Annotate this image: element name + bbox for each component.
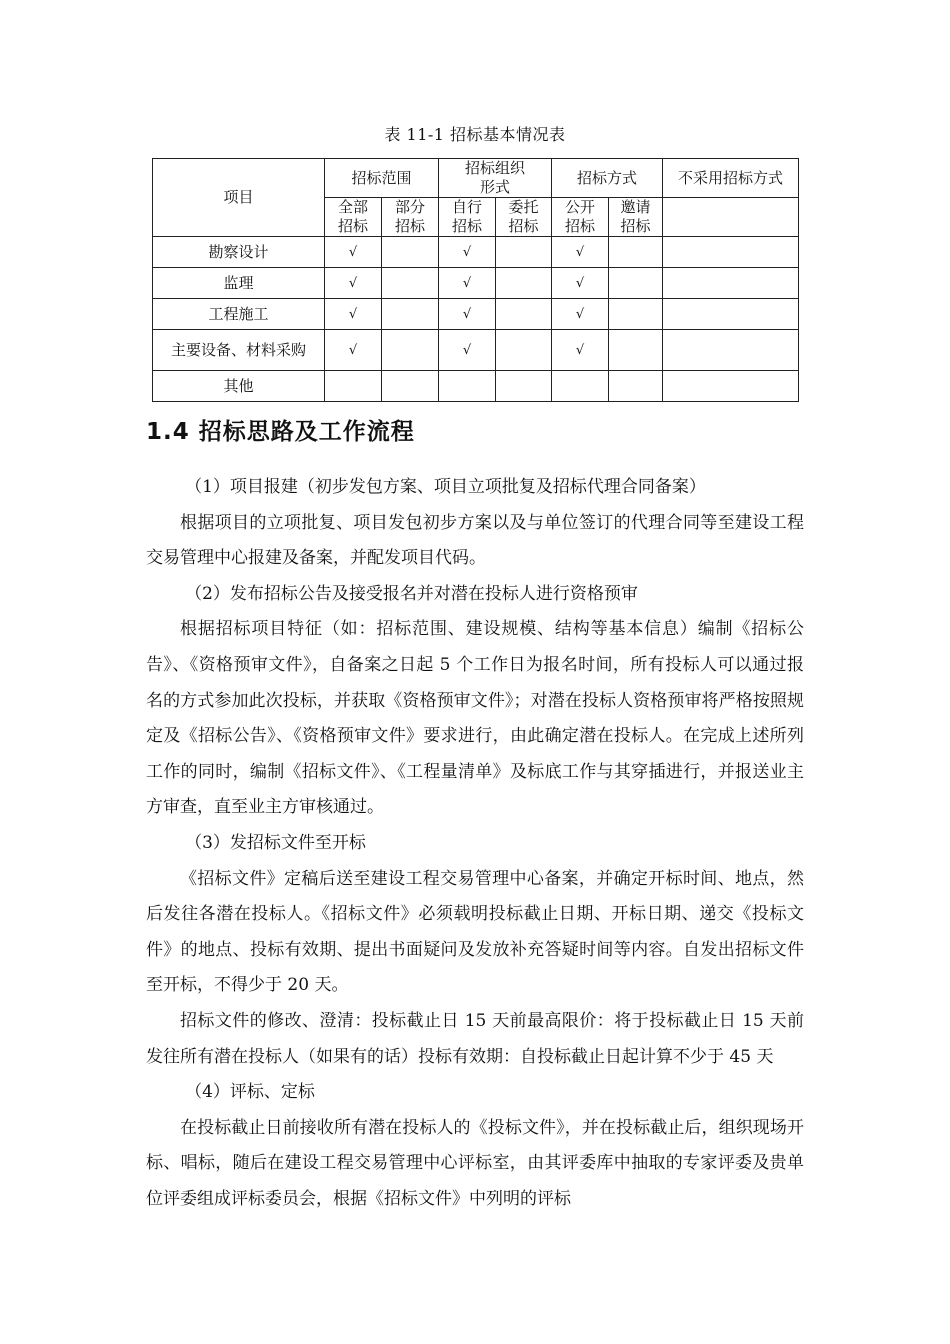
cell-none (663, 268, 799, 299)
subheader-self: 自行 招标 (439, 198, 496, 237)
step-heading: （1）项目报建（初步发包方案、项目立项批复及招标代理合同备案） (185, 477, 706, 497)
row-label: 工程施工 (153, 299, 325, 330)
paragraph: 根据项目的立项批复、项目发包初步方案以及与单位签订的代理合同等至建设工程交易管理中心报建及备案，并配发项目代码。 (146, 512, 804, 569)
subheader-open: 公开 招标 (552, 198, 609, 237)
row-label: 勘察设计 (153, 237, 325, 268)
cell-entrust (496, 299, 552, 330)
bid-summary-table (152, 158, 799, 402)
cell-self: √ (439, 299, 496, 330)
cell-part (382, 330, 439, 371)
cell-entrust (496, 237, 552, 268)
cell-invite (609, 371, 663, 402)
paragraph: 在投标截止日前接收所有潜在投标人的《投标文件》，并在投标截止后，组织现场开标、唱标，随后在建设工程交易管理中心评标室，由其评委库中抽取的专家评委及贵单位评委组成评标委员会，根据《招标文件》中列明的评标 (146, 1117, 804, 1209)
cell-open: √ (552, 299, 609, 330)
table-caption: 表 11-1 招标基本情况表 (384, 125, 566, 144)
header-method: 招标方式 (552, 159, 663, 198)
cell-open: √ (552, 330, 609, 371)
cell-part (382, 371, 439, 402)
subheader-entrust: 委托 招标 (496, 198, 552, 237)
section-body (146, 470, 804, 1217)
table-header-row (153, 159, 799, 198)
cell-open: √ (552, 268, 609, 299)
row-label: 其他 (153, 371, 325, 402)
cell-part (382, 268, 439, 299)
cell-invite (609, 268, 663, 299)
step-heading: （2）发布招标公告及接受报名并对潜在投标人进行资格预审 (185, 583, 638, 604)
cell-entrust (496, 268, 552, 299)
subheader-full: 全部 招标 (325, 198, 382, 237)
cell-part (382, 237, 439, 268)
row-label: 监理 (153, 268, 325, 299)
cell-full: √ (325, 237, 382, 268)
table-row (153, 371, 799, 402)
step-heading: （3）发招标文件至开标 (185, 832, 366, 853)
table-row (153, 237, 799, 268)
table-row (153, 299, 799, 330)
cell-none (663, 299, 799, 330)
cell-self: √ (439, 237, 496, 268)
subheader-part: 部分 招标 (382, 198, 439, 237)
cell-full: √ (325, 268, 382, 299)
cell-invite (609, 237, 663, 268)
cell-open: √ (552, 237, 609, 268)
step-heading: （4）评标、定标 (185, 1082, 315, 1103)
section-heading: 1.4 招标思路及工作流程 (146, 419, 415, 445)
cell-entrust (496, 371, 552, 402)
cell-invite (609, 330, 663, 371)
row-label: 主要设备、材料采购 (153, 330, 325, 371)
paragraph: 《招标文件》定稿后送至建设工程交易管理中心备案，并确定开标时间、地点，然后发往各潜在投标人。《招标文件》必须载明投标截止日期、开标日期、递交《投标文件》的地点、投标有效期、提出书面疑问及发放补充答疑时间等内容。自发出招标文件至开标，不得少于 20 天。 (146, 868, 804, 996)
paragraph: 根据招标项目特征（如：招标范围、建设规模、结构等基本信息）编制《招标公告》、《资格预审文件》，自备案之日起 5 个工作日为报名时间，所有投标人可以通过报名的方式参加此次投标，并获取《资格预审文件》；对潜在投标人资格预审将严格按照规定及《招标公告》、《资格预审文件》要求进行，由此确定潜在投标人。在完成上述所列工作的同时，编制《招标文件》、《工程量清单》及标底工作与其穿插进行，并报送业主方审查，直至业主方审核通过。 (146, 619, 804, 818)
header-item: 项目 (153, 159, 325, 237)
subheader-none (663, 198, 799, 237)
header-org-form: 招标组织 形式 (439, 159, 552, 198)
cell-full (325, 371, 382, 402)
header-no-bid: 不采用招标方式 (663, 159, 799, 198)
cell-none (663, 371, 799, 402)
paragraph: 招标文件的修改、澄清：投标截止日 15 天前最高限价：将于投标截止日 15 天前发往所有潜在投标人（如果有的话）投标有效期：自投标截止日起计算不少于 45 天 (146, 1010, 804, 1067)
table-row (153, 268, 799, 299)
cell-self (439, 371, 496, 402)
cell-self: √ (439, 330, 496, 371)
table-row (153, 330, 799, 371)
subheader-invite: 邀请 招标 (609, 198, 663, 237)
cell-invite (609, 299, 663, 330)
cell-self: √ (439, 268, 496, 299)
cell-full: √ (325, 330, 382, 371)
cell-entrust (496, 330, 552, 371)
cell-none (663, 330, 799, 371)
header-scope: 招标范围 (325, 159, 439, 198)
cell-full: √ (325, 299, 382, 330)
cell-none (663, 237, 799, 268)
cell-part (382, 299, 439, 330)
cell-open (552, 371, 609, 402)
